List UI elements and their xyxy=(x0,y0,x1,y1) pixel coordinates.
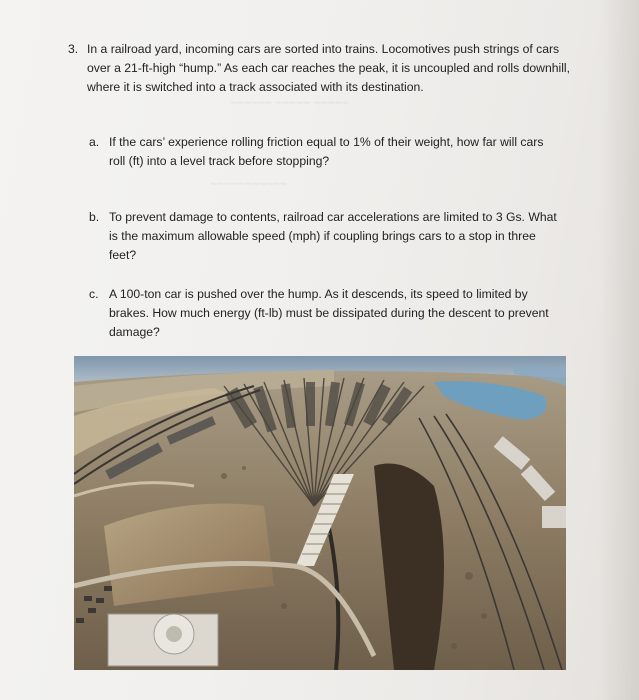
question-3 xyxy=(68,40,578,97)
part-a-text: If the cars’ experience rolling friction equal to 1% of their weight, how far will cars roll (ft) into a level track before stopping? xyxy=(109,135,544,168)
part-c-letter: c. xyxy=(89,287,99,301)
control-building xyxy=(108,614,218,666)
rail-yard-illustration xyxy=(74,356,566,670)
question-number: 3. xyxy=(68,42,79,56)
part-a-letter: a. xyxy=(89,135,100,149)
page-shadow xyxy=(599,0,639,700)
rail-yard-aerial-photo xyxy=(74,356,566,670)
part-b xyxy=(89,208,559,265)
part-c xyxy=(89,285,559,342)
part-b-letter: b. xyxy=(89,210,100,224)
part-b-text: To prevent damage to contents, railroad car accelerations are limited to 3 Gs. What is the maximum allowable speed (mph) if coupling brings cars to a stop in three feet? xyxy=(109,210,557,262)
bleed-through-mark: ~~~~~~~~~~~ xyxy=(210,177,288,191)
part-a xyxy=(89,133,559,171)
bleed-through-mark: ~~~~~~ ~~~~~ ~~~~~ xyxy=(230,96,349,110)
part-c-text: A 100-ton car is pushed over the hump. As it descends, its speed to limited by brakes. How much energy (ft-lb) must be dissipated during the descent to prevent damage? xyxy=(109,287,549,339)
question-text: In a railroad yard, incoming cars are sorted into trains. Locomotives push strings of cars over a 21-ft-high “hump.” As each car reaches the peak, it is uncoupled and rolls downhill, where it is switched into a track associated with its destination. xyxy=(87,42,571,94)
